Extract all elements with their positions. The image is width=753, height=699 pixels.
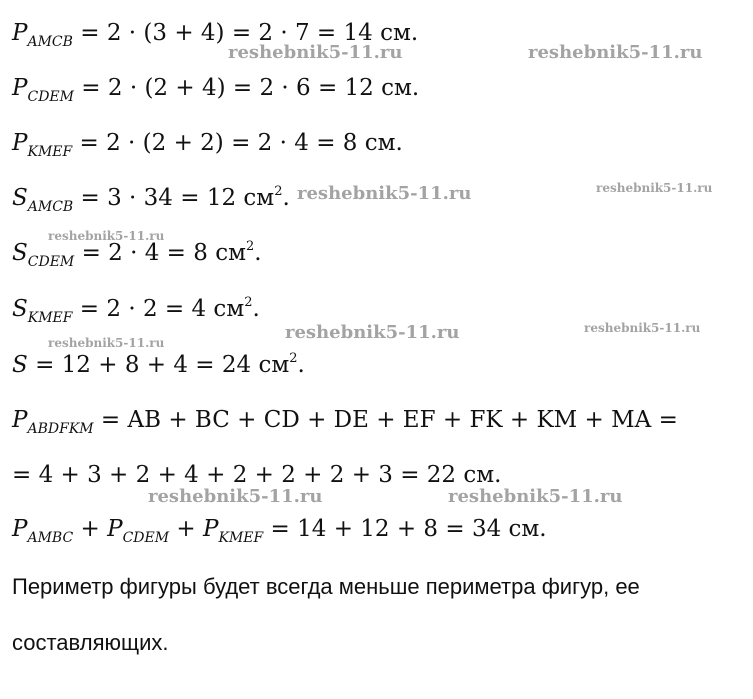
subscript: AMCB bbox=[27, 34, 73, 50]
variable: P bbox=[12, 20, 28, 46]
variable: S bbox=[12, 240, 28, 266]
formula-p-cdem bbox=[12, 75, 420, 105]
terminator: . bbox=[297, 352, 305, 378]
variable: P bbox=[12, 407, 28, 433]
watermark: reshebnik5-11.ru bbox=[528, 42, 703, 63]
subscript: CDEM bbox=[122, 530, 170, 546]
variable: S bbox=[12, 352, 28, 378]
superscript: 2 bbox=[289, 351, 298, 366]
subscript: CDEM bbox=[27, 254, 75, 270]
formula-s-amcb bbox=[12, 184, 290, 215]
variable: P bbox=[107, 516, 123, 542]
expression: = 4 + 3 + 2 + 4 + 2 + 2 + 2 + 3 = 22 см. bbox=[12, 462, 502, 488]
watermark: reshebnik5-11.ru bbox=[285, 322, 460, 343]
watermark: reshebnik5-11.ru bbox=[448, 486, 623, 507]
variable: P bbox=[12, 75, 28, 101]
variable: P bbox=[12, 130, 28, 156]
superscript: 2 bbox=[244, 295, 253, 310]
conclusion-line-2: составляющих. bbox=[12, 630, 169, 655]
terminator: . bbox=[254, 240, 262, 266]
formula-s-kmef bbox=[12, 295, 260, 326]
formula-p-sum bbox=[12, 516, 547, 546]
subscript: AMBC bbox=[27, 530, 74, 546]
watermark: reshebnik5-11.ru bbox=[596, 181, 713, 195]
variable: S bbox=[12, 296, 28, 322]
watermark: reshebnik5-11.ru bbox=[48, 336, 165, 350]
variable: P bbox=[12, 516, 28, 542]
formula-p-kmef bbox=[12, 130, 403, 160]
watermark: reshebnik5-11.ru bbox=[584, 321, 701, 335]
watermark: reshebnik5-11.ru bbox=[48, 229, 165, 243]
formula-p-abdfkm bbox=[12, 407, 678, 437]
expression: = 2 · (2 + 2) = 2 · 4 = 8 см. bbox=[72, 130, 403, 156]
expression: = 3 · 34 = 12 см bbox=[73, 185, 275, 211]
expression: = 12 + 8 + 4 = 24 см bbox=[27, 352, 290, 378]
subscript: CDEM bbox=[27, 89, 74, 105]
conclusion-line-1: Периметр фигуры будет всегда меньше периметра фигур, ее bbox=[12, 574, 640, 599]
subscript: AMCB bbox=[27, 199, 74, 215]
subscript: KMEF bbox=[27, 144, 73, 160]
subscript: ABDFKM bbox=[27, 421, 94, 437]
subscript: KMEF bbox=[27, 310, 73, 326]
expression: = 2 · 2 = 4 см bbox=[72, 296, 245, 322]
expression: = 2 · 4 = 8 см bbox=[74, 240, 246, 266]
formula-s-total bbox=[12, 351, 305, 378]
formula-s-cdem bbox=[12, 239, 262, 270]
superscript: 2 bbox=[274, 184, 283, 199]
watermark: reshebnik5-11.ru bbox=[228, 42, 403, 63]
formula-p-abdfkm-value bbox=[12, 464, 501, 487]
watermark: reshebnik5-11.ru bbox=[297, 183, 472, 204]
variable: S bbox=[12, 185, 28, 211]
plus: + bbox=[73, 516, 108, 542]
expression: = 14 + 12 + 8 = 34 см. bbox=[263, 516, 547, 542]
expression: = 2 · (3 + 4) = 2 · 7 = 14 см. bbox=[72, 20, 419, 46]
expression: = AB + BC + CD + DE + EF + FK + KM + MA = bbox=[93, 407, 678, 433]
plus: + bbox=[169, 516, 203, 542]
expression: = 2 · (2 + 4) = 2 · 6 = 12 см. bbox=[73, 75, 420, 101]
variable: P bbox=[203, 516, 219, 542]
terminator: . bbox=[252, 296, 260, 322]
superscript: 2 bbox=[245, 239, 255, 254]
watermark: reshebnik5-11.ru bbox=[148, 486, 323, 507]
subscript: KMEF bbox=[218, 530, 264, 546]
terminator: . bbox=[282, 185, 290, 211]
